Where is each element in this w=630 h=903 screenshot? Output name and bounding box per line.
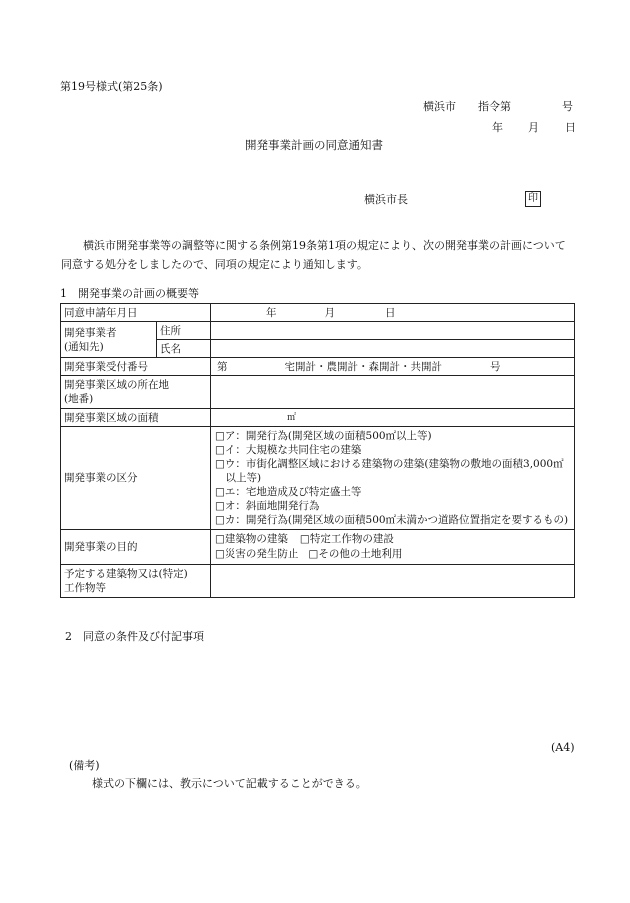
application-month-label: 月	[324, 306, 335, 319]
category-option-e[interactable]: □エ：宅地造成及び特定盛土等	[215, 486, 362, 498]
planned-structure-label-line2: 工作物等	[64, 582, 106, 594]
issuer-order-number-label: 指令第	[478, 100, 511, 113]
category-options	[211, 427, 575, 530]
receipt-types: 宅開計・農開計・森開計・共開計	[284, 360, 442, 373]
checkbox-icon[interactable]: □	[215, 548, 225, 560]
section-2-title: 2 同意の条件及び付記事項	[65, 630, 204, 643]
location-label: 開発事業区域の所在地	[64, 379, 169, 391]
purpose-option-disaster[interactable]: □災害の発生防止	[215, 548, 299, 560]
document-title: 開発事業計画の同意通知書	[245, 138, 383, 152]
area-unit: ㎡	[287, 413, 297, 423]
table-row	[61, 427, 575, 530]
remarks-text: 様式の下欄には、教示について記載することができる。	[92, 777, 367, 790]
date-year-label: 年	[492, 121, 503, 134]
issuer-city: 横浜市	[423, 100, 456, 113]
table-row	[61, 409, 575, 427]
receipt-suffix: 号	[490, 360, 501, 373]
purpose-option-other[interactable]: □その他の土地利用	[308, 548, 403, 560]
checkbox-icon[interactable]: □	[308, 548, 319, 560]
category-label: 開発事業の区分	[61, 427, 211, 530]
table-row	[61, 304, 575, 322]
checkbox-icon[interactable]: □	[215, 500, 225, 512]
location-field[interactable]	[211, 376, 575, 409]
checkbox-icon[interactable]: □	[215, 458, 225, 470]
table-row	[61, 358, 575, 376]
receipt-number-label: 開発事業受付番号	[61, 358, 211, 376]
category-option-u[interactable]: □ウ：市街化調整区域における建築物の建築(建築物の敷地の面積3,000㎡以上等)	[215, 458, 564, 484]
name-field[interactable]	[211, 340, 575, 358]
area-field[interactable]	[211, 409, 575, 427]
location-sublabel: (地番)	[64, 393, 94, 405]
table-row	[61, 530, 575, 565]
checkbox-icon[interactable]: □	[215, 486, 225, 498]
address-label: 住所	[157, 322, 211, 340]
mayor-label: 横浜市長	[364, 193, 408, 206]
checkbox-icon[interactable]: □	[215, 533, 225, 545]
paper-size-label: (A4)	[551, 741, 575, 754]
date-month-label: 月	[528, 121, 539, 134]
location-label-cell	[61, 376, 211, 409]
purpose-option-building[interactable]: □建築物の建築	[215, 533, 288, 545]
planned-structure-label-cell	[61, 565, 211, 598]
purpose-label: 開発事業の目的	[61, 530, 211, 565]
name-label: 氏名	[157, 340, 211, 358]
area-label: 開発事業区域の面積	[61, 409, 211, 427]
developer-sublabel: (通知先)	[64, 340, 104, 353]
purpose-option-structure[interactable]: □特定工作物の建設	[299, 533, 394, 545]
date-day-label: 日	[565, 121, 576, 134]
category-option-i[interactable]: □イ：大規模な共同住宅の建築	[215, 444, 362, 456]
application-date-value[interactable]	[211, 304, 575, 322]
issuer-go-label: 号	[562, 100, 573, 113]
purpose-row-2	[215, 547, 570, 562]
table-row	[61, 322, 575, 340]
address-field[interactable]	[211, 322, 575, 340]
plan-summary-table	[60, 303, 575, 598]
receipt-prefix: 第	[217, 360, 228, 373]
receipt-number-field[interactable]	[211, 358, 575, 376]
category-option-a[interactable]: □ア：開発行為(開発区域の面積500㎡以上等)	[215, 430, 432, 442]
table-row	[61, 376, 575, 409]
form-number: 第19号様式(第25条)	[60, 80, 163, 93]
category-option-ka[interactable]: □カ：開発行為(開発区域の面積500㎡未満かつ道路位置指定を要するもの)	[215, 514, 569, 526]
checkbox-icon[interactable]: □	[215, 430, 225, 442]
developer-label-cell	[61, 322, 157, 358]
application-day-label: 日	[385, 306, 396, 319]
body-text: 横浜市開発事業等の調整等に関する条例第19条第1項の規定により、次の開発事業の計画について同意する処分をしましたので、同項の規定により通知します。	[61, 239, 566, 271]
checkbox-icon[interactable]: □	[215, 514, 225, 526]
table-row	[61, 565, 575, 598]
application-year-label: 年	[266, 306, 277, 319]
checkbox-icon[interactable]: □	[299, 533, 310, 545]
purpose-row-1	[215, 532, 570, 547]
application-date-label: 同意申請年月日	[61, 304, 211, 322]
planned-structure-label-line1: 予定する建築物又は(特定)	[64, 568, 188, 580]
developer-label: 開発事業者	[64, 326, 117, 339]
remarks-label: (備考)	[69, 759, 100, 772]
checkbox-icon[interactable]: □	[215, 444, 225, 456]
purpose-options	[211, 530, 575, 565]
seal-mark: 印	[525, 191, 541, 207]
planned-structure-field[interactable]	[211, 565, 575, 598]
section-1-title: 1 開発事業の計画の概要等	[60, 287, 199, 300]
category-option-o[interactable]: □オ：斜面地開発行為	[215, 500, 320, 512]
